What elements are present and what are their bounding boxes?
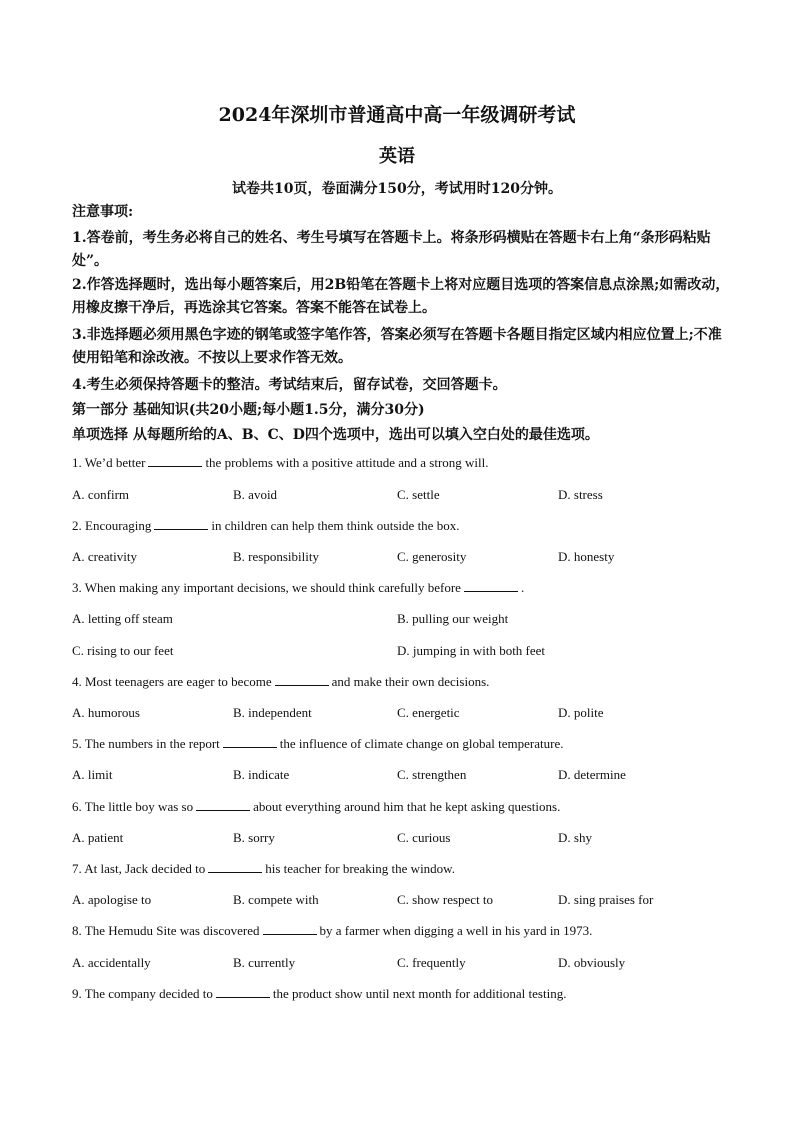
option-b: B. compete with bbox=[233, 892, 319, 907]
question-6: 6. The little boy was so about everything around him that he kept asking questions. bbox=[72, 799, 561, 814]
answer-blank bbox=[263, 923, 317, 935]
notes-heading: 注意事项: bbox=[72, 204, 134, 220]
option-a: A. confirm bbox=[72, 487, 130, 502]
option-d: D. stress bbox=[558, 487, 603, 502]
option-c: C. energetic bbox=[397, 705, 460, 720]
answer-blank bbox=[464, 580, 518, 592]
answer-blank bbox=[148, 455, 202, 467]
question-9: 9. The company decided to the product show until next month for additional testing. bbox=[72, 986, 567, 1001]
part-title: 第一部分 基础知识(共20小题;每小题1.5分，满分30分) bbox=[72, 402, 425, 418]
option-d: D. honesty bbox=[558, 549, 615, 564]
option-c: C. strengthen bbox=[397, 767, 467, 782]
answer-blank bbox=[196, 799, 250, 811]
part-instruction: 单项选择 从每题所给的A、B、C、D四个选项中，选出可以填入空白处的最佳选项。 bbox=[72, 427, 599, 443]
option-c: C. curious bbox=[397, 830, 451, 845]
question-8: 8. The Hemudu Site was discovered by a farmer when digging a well in his yard in 1973. bbox=[72, 923, 593, 938]
question-4: 4. Most teenagers are eager to become and make their own decisions. bbox=[72, 674, 490, 689]
option-a: A. patient bbox=[72, 830, 124, 845]
exam-title: 2024年深圳市普通高中高一年级调研考试 bbox=[218, 104, 576, 126]
option-a: A. apologise to bbox=[72, 892, 152, 907]
note-item-4: 4.考生必须保持答题卡的整洁。考试结束后，留存试卷，交回答题卡。 bbox=[72, 377, 507, 393]
option-d: D. shy bbox=[558, 830, 592, 845]
exam-info: 试卷共10页，卷面满分150分，考试用时120分钟。 bbox=[232, 181, 562, 197]
option-c: C. settle bbox=[397, 487, 440, 502]
answer-blank bbox=[216, 986, 270, 998]
question-5: 5. The numbers in the report the influence of climate change on global temperature. bbox=[72, 736, 564, 751]
question-2: 2. Encouraging in children can help them think outside the box. bbox=[72, 518, 460, 533]
note-item-1: 1.答卷前，考生务必将自己的姓名、考生号填写在答题卡上。将条形码横贴在答题卡右上角“条形码粘贴处”。 bbox=[72, 230, 711, 269]
question-1: 1. We’d better the problems with a positive attitude and a strong will. bbox=[72, 455, 489, 470]
question-3: 3. When making any important decisions, we should think carefully before . bbox=[72, 580, 525, 595]
option-b: B. independent bbox=[233, 705, 312, 720]
option-a: A. creativity bbox=[72, 549, 137, 564]
option-a: A. limit bbox=[72, 767, 113, 782]
answer-blank bbox=[275, 674, 329, 686]
answer-blank bbox=[154, 518, 208, 530]
option-a: A. accidentally bbox=[72, 955, 151, 970]
answer-blank bbox=[208, 861, 262, 873]
option-c: C. generosity bbox=[397, 549, 467, 564]
option-c: C. show respect to bbox=[397, 892, 494, 907]
option-b: B. responsibility bbox=[233, 549, 319, 564]
option-b: B. avoid bbox=[233, 487, 278, 502]
answer-blank bbox=[223, 736, 277, 748]
option-c: C. rising to our feet bbox=[72, 643, 174, 658]
option-b: B. pulling our weight bbox=[397, 611, 509, 626]
note-item-3: 3.非选择题必须用黑色字迹的钢笔或签字笔作答，答案必须写在答题卡各题目指定区域内相应位置上;不准使用铅笔和涂改液。不按以上要求作答无效。 bbox=[72, 327, 722, 366]
option-d: D. jumping in with both feet bbox=[397, 643, 546, 658]
question-7: 7. At last, Jack decided to his teacher for breaking the window. bbox=[72, 861, 455, 876]
option-d: D. sing praises for bbox=[558, 892, 654, 907]
option-d: D. polite bbox=[558, 705, 604, 720]
option-b: B. currently bbox=[233, 955, 296, 970]
note-item-2: 2.作答选择题时，选出每小题答案后，用2B铅笔在答题卡上将对应题目选项的答案信息点涂黑;如需改动，用橡皮擦干净后，再选涂其它答案。答案不能答在试卷上。 bbox=[72, 277, 730, 316]
option-a: A. humorous bbox=[72, 705, 140, 720]
option-b: B. indicate bbox=[233, 767, 290, 782]
option-a: A. letting off steam bbox=[72, 611, 173, 626]
option-c: C. frequently bbox=[397, 955, 466, 970]
option-b: B. sorry bbox=[233, 830, 275, 845]
option-d: D. obviously bbox=[558, 955, 626, 970]
exam-subject: 英语 bbox=[379, 146, 415, 167]
option-d: D. determine bbox=[558, 767, 626, 782]
